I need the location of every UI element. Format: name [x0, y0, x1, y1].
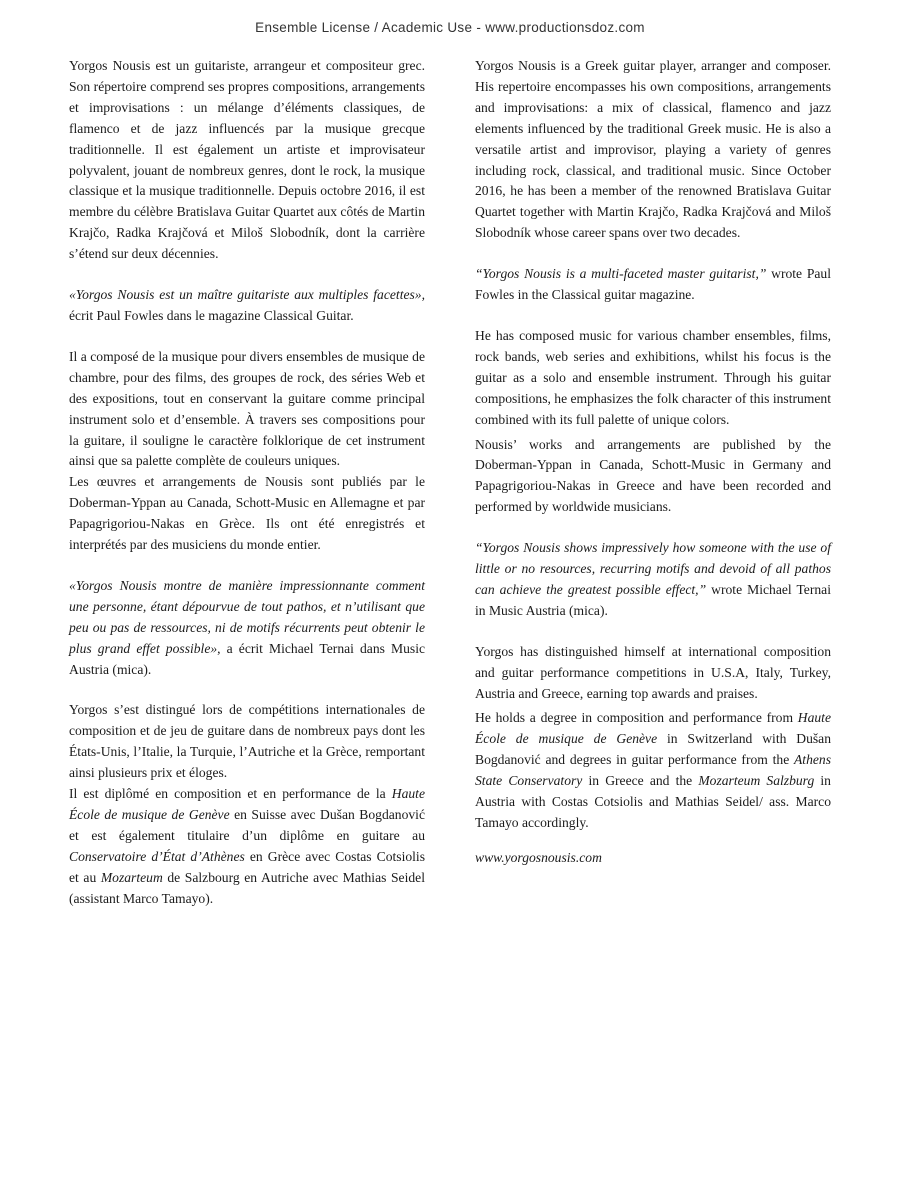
en-quote-fowles-source: wrote Paul Fowles in the Classical guitar magazine. — [475, 266, 831, 303]
en-quote-fowles-text: “Yorgos Nousis is a multi-faceted master guitarist,” — [475, 266, 767, 282]
fr-bio-paragraph: Yorgos Nousis est un guitariste, arrangeur et compositeur grec. Son répertoire comprend ses propres compositions, arrangements et improvisations : un mélange d’éléments classiques, de flamenco et de jazz influencés par la musique grecque traditionnelle. Il est également un artiste et improvisateur polyvalent, jouant de nombreux genres, dont le rock, la musique classique et la musique traditionnelle. Depuis octobre 2016, il est membre du célèbre Bratislava Guitar Quartet aux côtés de Martin Krajčo, Radka Krajčová et Miloš Slobodník, dont la carrière s’étend sur deux décennies. — [69, 58, 425, 262]
fr-quote-fowles-source: écrit Paul Fowles dans le magazine Classical Guitar. — [69, 307, 354, 323]
en-quote-ternai-source: wrote Michael Ternai in Music Austria (mica). — [475, 581, 831, 618]
page-header: Ensemble License / Academic Use - www.productionsdoz.com — [255, 20, 645, 35]
fr-quote-fowles — [69, 285, 425, 327]
fr-quote-fowles-text: «Yorgos Nousis est un maître guitariste aux multiples facettes», — [69, 287, 425, 303]
fr-edu-text-d: de Salzbourg en Autriche avec Mathias Seidel (assistant Marco Tamayo). — [69, 869, 425, 906]
fr-quote-ternai — [69, 576, 425, 681]
en-bio-paragraph: Yorgos Nousis is a Greek guitar player, arranger and composer. His repertoire encompasses his own compositions, arrangements and improvisations: a mix of classical, flamenco and jazz elements influenced by the traditional Greek music. He is also a versatile artist and improvisor, playing a variety of genres including rock, classical, and traditional music. Since October 2016, he has been a member of the renowned Bratislava Guitar Quartet together with Martin Krajčo, Radka Krajčová and Miloš Slobodník whose career spans over two decades. — [475, 58, 831, 241]
fr-edu-athens: Conservatoire d’État d’Athènes — [69, 848, 245, 864]
fr-edu-text-b: en Suisse avec Dušan Bogdanović et est également titulaire d’un diplôme en guitare au — [69, 807, 425, 843]
en-quote-ternai — [475, 538, 831, 622]
en-edu-athens: Athens State Conservatory — [475, 752, 831, 789]
website-link[interactable]: www.yorgosnousis.com — [475, 849, 602, 865]
en-edu-text-b: in Switzerland with Dušan Bogdanović and degrees in guitar performance from the — [475, 731, 831, 768]
en-quote-fowles — [475, 264, 831, 306]
fr-quote-ternai-source: , a écrit Michael Ternai dans Music Austria (mica). — [69, 640, 426, 677]
fr-edu-text-c: en Grèce avec Costas Cotsiolis et au — [69, 848, 425, 885]
en-publishers-paragraph: Nousis’ works and arrangements are published by the Doberman-Yppan in Canada, Schott-Music in Germany and Papagrigoriou-Nakas in Greece and have been recorded and performed by worldwide musicians. — [475, 436, 831, 515]
en-education-paragraph — [475, 708, 831, 833]
fr-quote-ternai-text: «Yorgos Nousis montre de manière impressionnante comment une personne, étant dépourvue de tout pathos, et n’utilisant que peu ou pas de ressources, ni de motifs récurrents peut obtenir le plus grand effet possible» — [69, 577, 425, 656]
en-competitions-paragraph: Yorgos has distinguished himself at international composition and guitar performance competitions in U.S.A, Italy, Turkey, Austria and Greece, earning top awards and praises. — [475, 643, 831, 701]
fr-education-paragraph — [69, 784, 425, 909]
en-edu-geneva: Haute École de musique de Genève — [475, 710, 831, 747]
en-quote-ternai-text: “Yorgos Nousis shows impressively how someone with the use of little or no resources, recurring motifs and devoid of all pathos can achieve the greatest possible effect,” — [475, 540, 831, 597]
fr-competitions-paragraph: Yorgos s’est distingué lors de compétitions internationales de composition et de jeu de guitare dans de nombreux pays dont les États-Unis, l’Italie, la Turquie, l’Autriche et la Grèce, remportant ainsi plusieurs prix et éloges. — [69, 702, 425, 781]
fr-publishers-paragraph: Les œuvres et arrangements de Nousis sont publiés par le Doberman-Yppan au Canada, Schott-Music en Allemagne et par Papagrigoriou-Nakas en Grèce. Ils ont été enregistrés et interprétés par des musiciens du monde entier. — [69, 474, 425, 553]
en-edu-mozarteum: Mozarteum Salzburg — [698, 773, 815, 789]
en-edu-text-d: in Austria with Costas Cotsiolis and Mathias Seidel/ ass. Marco Tamayo accordingly. — [475, 773, 831, 830]
french-column — [69, 56, 425, 910]
fr-edu-mozarteum: Mozarteum — [100, 869, 163, 885]
english-column — [475, 56, 831, 869]
en-compositions-paragraph: He has composed music for various chamber ensembles, films, rock bands, web series and exhibitions, whilst his focus is the guitar as a solo and ensemble instrument. Through his guitar compositions, he emphasizes the folk character of this instrument combined with its full palette of unique colors. — [475, 327, 831, 427]
fr-edu-text-a: Il est diplômé en composition et en performance de la — [69, 786, 392, 802]
en-edu-text-c: in Greece and the — [582, 773, 699, 789]
en-edu-text-a: He holds a degree in composition and performance from — [475, 710, 798, 726]
fr-compositions-paragraph: Il a composé de la musique pour divers ensembles de musique de chambre, pour des films, des groupes de rock, des séries Web et des expositions, tout en conservant la guitare comme principal instrument solo et d’ensemble. À travers ses compositions pour la guitare, il souligne le caractère folklorique de cet instrument ainsi que sa palette complète de couleurs uniques. — [69, 348, 425, 469]
fr-edu-geneva: Haute École de musique de Genève — [69, 786, 425, 822]
